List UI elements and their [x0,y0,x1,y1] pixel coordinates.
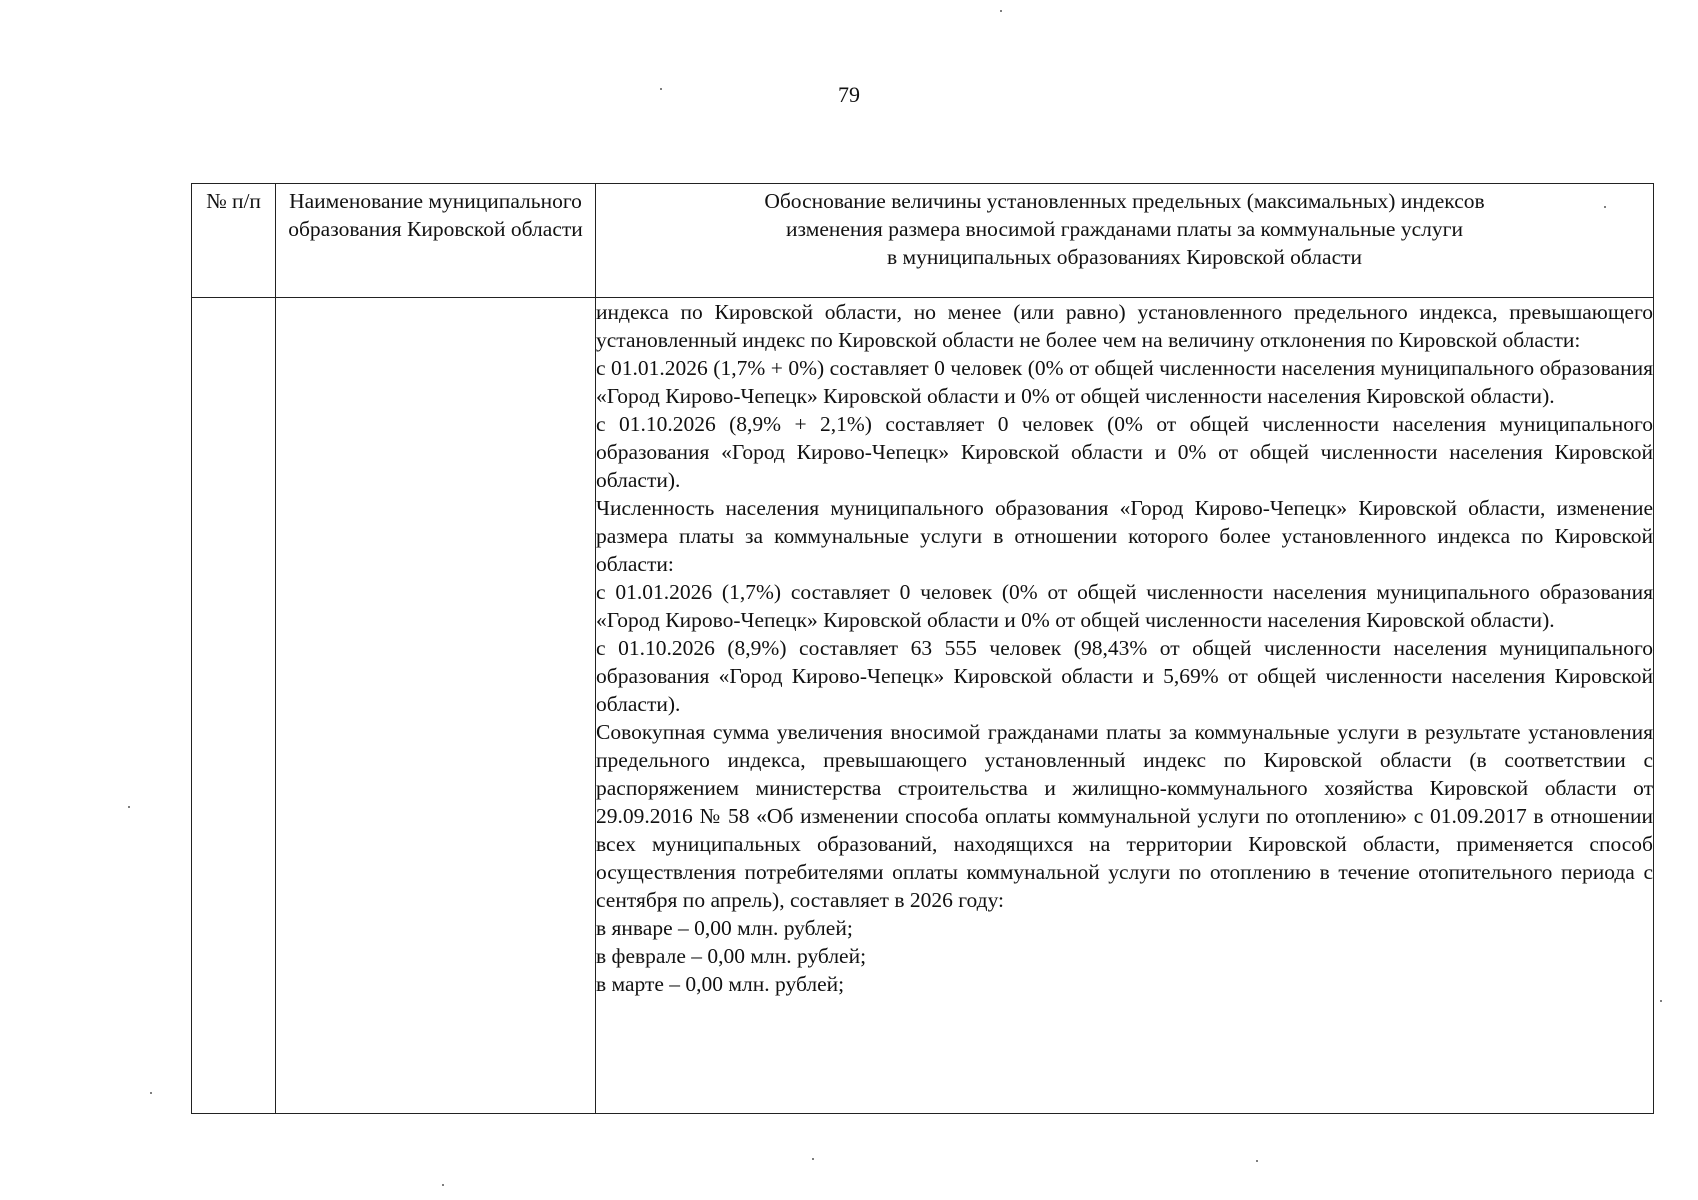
paragraph: с 01.10.2026 (8,9% + 2,1%) составляет 0 человек (0% от общей численности населения муниципального образования «Город Кирово-Чепецк» Кировской области и 0% от общей численности населения Кировской области). [596,412,1653,492]
header-municipality: Наименование муниципального образования Кировской области [276,184,596,298]
header-justification-line: изменения размера вносимой гражданами платы за коммунальные услуги [786,217,1463,241]
scan-speck [1604,206,1606,208]
table-header-row [192,184,1654,298]
cell-number [192,298,276,1114]
paragraph: с 01.01.2026 (1,7% + 0%) составляет 0 человек (0% от общей численности населения муниципального образования «Город Кирово-Чепецк» Кировской области и 0% от общей численности населения Кировской области). [596,356,1653,408]
paragraph: Численность населения муниципального образования «Город Кирово-Чепецк» Кировской области, изменение размера платы за коммунальные услуги в отношении которого более установленного индекса по Кировской области: [596,496,1653,576]
page-number: 79 [838,82,860,107]
justification-table [191,183,1654,1114]
header-justification [596,184,1654,298]
paragraph: с 01.01.2026 (1,7%) составляет 0 человек (0% от общей численности населения муниципального образования «Город Кирово-Чепецк» Кировской области и 0% от общей численности населения Кировской области). [596,580,1653,632]
header-justification-line: Обоснование величины установленных предельных (максимальных) индексов [764,189,1485,213]
scan-speck [150,1092,152,1094]
scan-speck [1000,10,1002,12]
header-number: № п/п [192,184,276,298]
cell-municipality [276,298,596,1114]
paragraph: в январе – 0,00 млн. рублей; [596,916,853,940]
scan-speck [128,806,130,808]
scan-speck [812,1158,814,1160]
cell-justification [596,298,1654,1114]
paragraph: Совокупная сумма увеличения вносимой гражданами платы за коммунальные услуги в результате установления предельного индекса, превышающего установленный индекс по Кировской области (в соответствии с распоряжением министерства строительства и жилищно-коммунального хозяйства Кировской области от 29.09.2016 № 58 «Об изменении способа оплаты коммунальной услуги по отоплению» с 01.09.2017 в отношении всех муниципальных образований, находящихся на территории Кировской области, применяется способ осуществления потребителями оплаты коммунальной услуги по отоплению в течение отопительного периода с сентября по апрель), составляет в 2026 году: [596,720,1653,912]
table-row [192,298,1654,1114]
paragraph: в марте – 0,00 млн. рублей; [596,972,845,996]
paragraph: в феврале – 0,00 млн. рублей; [596,944,867,968]
paragraph: индекса по Кировской области, но менее (или равно) установленного предельного индекса, превышающего установленный индекс по Кировской области не более чем на величину отклонения по Кировской области: [596,300,1653,352]
scan-speck [442,1184,444,1186]
scan-speck [1256,1160,1258,1162]
scan-speck [660,88,662,90]
header-justification-line: в муниципальных образованиях Кировской области [886,245,1363,269]
scan-speck [1660,1000,1662,1002]
paragraph: с 01.10.2026 (8,9%) составляет 63 555 человек (98,43% от общей численности населения муниципального образования «Город Кирово-Чепецк» Кировской области и 5,69% от общей численности населения Кировской области). [596,636,1653,716]
